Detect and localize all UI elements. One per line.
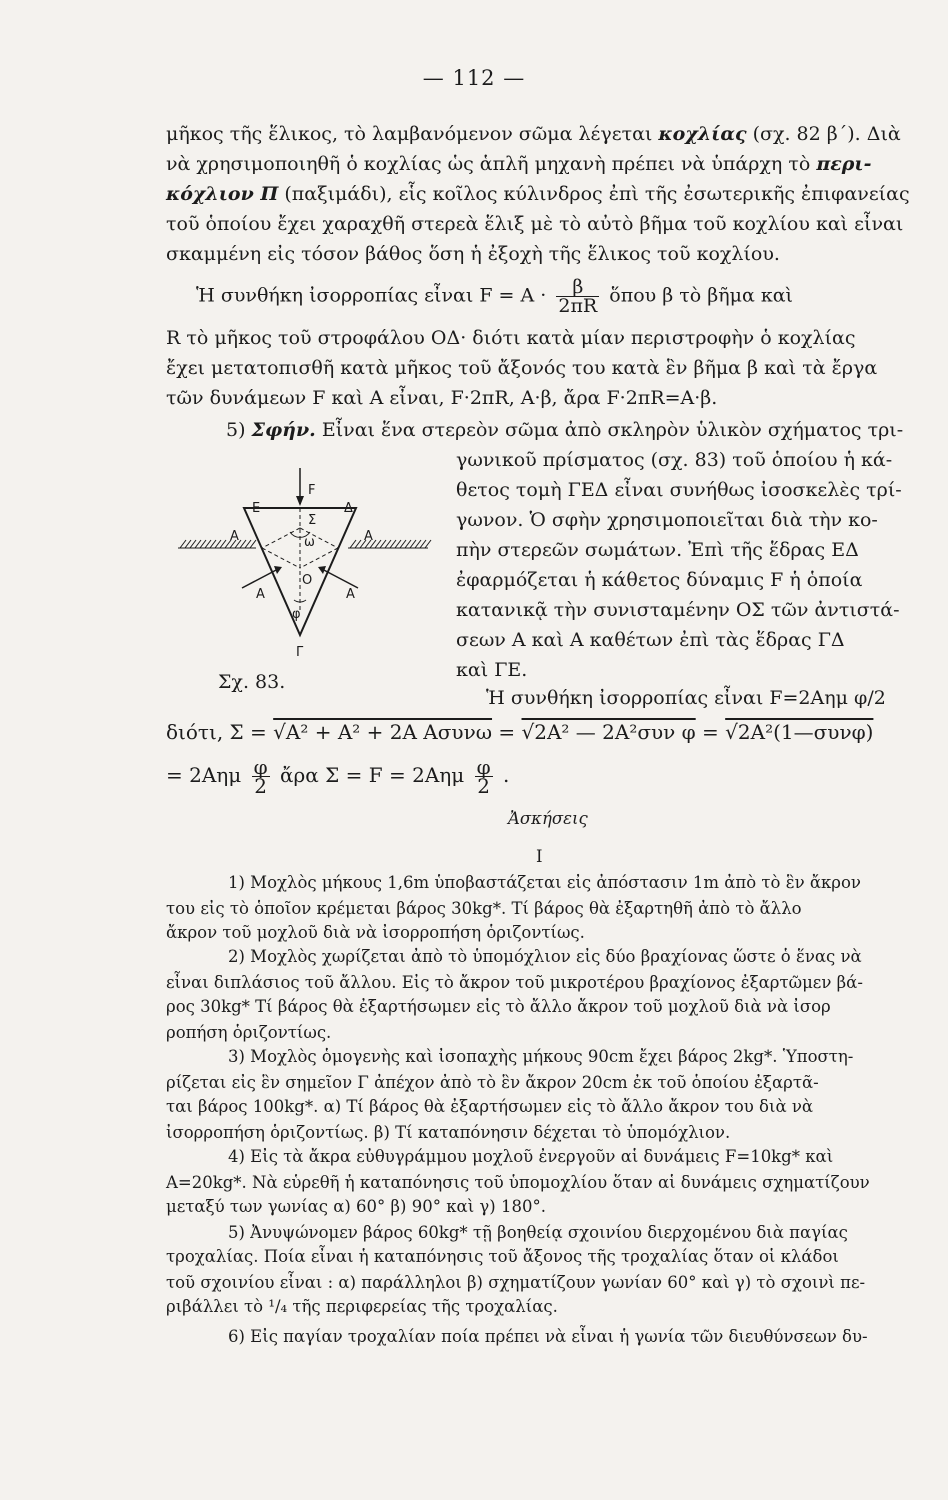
- label-E: E: [252, 501, 261, 516]
- exercise-line: ἰσορροπήση ὁριζοντίως. β) Τί καταπόνησιν δέχεται τὸ ὑπομόχλιον.: [166, 1123, 731, 1142]
- label-Gamma: Γ: [296, 645, 304, 660]
- label-A2: A: [364, 529, 373, 544]
- exercise-line: του εἰς τὸ ὁποῖον κρέμεται βάρος 30kg*. Τί βάρος θὰ ἐξαρτηθῆ ἀπὸ τὸ ἄλλο: [166, 899, 802, 918]
- exercise-line: ἄκρον τοῦ μοχλοῦ διὰ νὰ ἰσορροπήση ὁριζοντίως.: [166, 923, 585, 942]
- exercise-line: A=20kg*. Νὰ εὑρεθῆ ἡ καταπόνησις τοῦ ὑπομοχλίου ὅταν αἱ δυνάμεις σχηματίζουν: [166, 1173, 870, 1192]
- text-line: νὰ χρησιμοποιηθῆ ὁ κοχλίας ὡς ἁπλῆ μηχανὴ πρέπει νὰ ὑπάρχη τὸ περι-: [166, 153, 872, 175]
- exercise-line: ριβάλλει τὸ ¹/₄ τῆς περιφερείας τῆς τροχαλίας.: [166, 1297, 558, 1316]
- label-O: O: [302, 573, 313, 588]
- exercises-heading: Ἀσκήσεις: [508, 809, 588, 828]
- text-line: σεων A καὶ A καθέτων ἐπὶ τὰς ἕδρας ΓΔ: [456, 629, 845, 651]
- exercise-line: 6) Εἰς παγίαν τροχαλίαν ποία πρέπει νὰ εἶναι ἡ γωνία τῶν διευθύνσεων δυ-: [228, 1327, 868, 1346]
- term-perikochlion: περι-: [816, 153, 872, 175]
- equilibrium-condition-wedge: Ἡ συνθήκη ἰσορροπίας εἶναι F=2Aημ φ/2: [486, 687, 886, 709]
- text-line: γωνον. Ὁ σφὴν χρησιμοποιεῖται διὰ τὴν κο-: [456, 509, 878, 531]
- label-F: F: [308, 483, 316, 498]
- label-A1: A: [230, 529, 239, 544]
- label-Sigma: Σ: [308, 513, 317, 528]
- text-line: R τὸ μῆκος τοῦ στροφάλου ΟΔ· διότι κατὰ μίαν περιστροφὴν ὁ κοχλίας: [166, 327, 856, 349]
- exercises-section: I: [536, 847, 543, 866]
- text-line: σκαμμένη εἰς τόσον βάθος ὅση ἡ ἐξοχὴ τῆς ἕλικος τοῦ κοχλίου.: [166, 243, 780, 265]
- equation-result: = 2Aημ $\frac{\varphi}{2}$ ἄρα Σ = F = 2Aημ $\frac{\varphi}{2}$ .: [166, 755, 510, 798]
- text-line: ἔχει μετατοπισθῆ κατὰ μῆκος τοῦ ἄξονός του κατὰ ἓν βῆμα β καὶ τὰ ἔργα: [166, 357, 878, 379]
- exercise-line: ται βάρος 100kg*. α) Τί βάρος θὰ ἐξαρτήσωμεν εἰς τὸ ἄλλο ἄκρον του διὰ νὰ: [166, 1097, 814, 1116]
- wedge-figure: [178, 460, 448, 695]
- text-line: καὶ ΓΕ.: [456, 659, 528, 681]
- text-line: κατανικᾷ τὴν συνισταμένην ΟΣ τῶν ἀντιστά-: [456, 599, 900, 621]
- label-phi: φ: [292, 607, 301, 622]
- text-line: πὴν στερεῶν σωμάτων. Ἐπὶ τῆς ἕδρας ΕΔ: [456, 539, 859, 561]
- label-A3: A: [256, 587, 265, 602]
- text-line: τοῦ ὁποίου ἔχει χαραχθῆ στερεὰ ἕλιξ μὲ τὸ αὐτὸ βῆμα τοῦ κοχλίου καὶ εἶναι: [166, 213, 904, 235]
- exercise-line: 3) Μοχλὸς ὁμογενὴς καὶ ἰσοπαχὴς μήκους 90cm ἔχει βάρος 2kg*. Ὑποστη-: [228, 1047, 854, 1066]
- text-line: θετος τομὴ ΓΕΔ εἶναι συνήθως ἰσοσκελὲς τρί-: [456, 479, 902, 501]
- exercise-line: μεταξύ των γωνίας α) 60° β) 90° καὶ γ) 180°.: [166, 1197, 546, 1216]
- text-line: 5) Σφήν. Εἶναι ἕνα στερεὸν σῶμα ἀπὸ σκληρὸν ὑλικὸν σχήματος τρι-: [226, 419, 904, 441]
- equation-sigma: διότι, Σ = √A² + A² + 2A Aσυνω = √2A² — 2A²συν φ = √2A²(1—συνφ): [166, 720, 874, 744]
- figure-caption: Σχ. 83.: [218, 671, 286, 693]
- exercise-line: 5) Ἀνυψώνομεν βάρος 60kg* τῇ βοηθείᾳ σχοινίου διερχομένου διὰ παγίας: [228, 1223, 848, 1242]
- fraction: $\frac{\beta}{2\pi R}$: [558, 276, 598, 317]
- label-omega: ω: [304, 535, 315, 550]
- text-line: ἐφαρμόζεται ἡ κάθετος δύναμις F ἡ ὁποία: [456, 569, 863, 591]
- exercise-line: τοῦ σχοινίου εἶναι : α) παράλληλοι β) σχηματίζουν γωνίαν 60° καὶ γ) τὸ σχοινὶ πε-: [166, 1273, 866, 1292]
- wedge-diagram: [178, 460, 448, 695]
- exercise-line: 2) Μοχλὸς χωρίζεται ἀπὸ τὸ ὑπομόχλιον εἰς δύο βραχίονας ὥστε ὁ ἕνας νὰ: [228, 947, 862, 966]
- term-kochlias: κοχλίας: [658, 123, 747, 145]
- exercise-line: ροπήση ὁριζοντίως.: [166, 1023, 332, 1042]
- exercise-line: τροχαλίας. Ποία εἶναι ἡ καταπόνησις τοῦ ἄξονος τῆς τροχαλίας ὅταν οἱ κλάδοι: [166, 1247, 839, 1266]
- exercise-line: 4) Εἰς τὰ ἄκρα εὐθυγράμμου μοχλοῦ ἐνεργοῦν αἱ δυνάμεις F=10kg* καὶ: [228, 1147, 834, 1166]
- exercise-line: ρος 30kg* Τί βάρος θὰ ἐξαρτήσωμεν εἰς τὸ ἄλλο ἄκρον τοῦ μοχλοῦ διὰ νὰ ἰσορ: [166, 997, 831, 1016]
- term-sfin: Σφήν.: [251, 419, 316, 441]
- text-line: γωνικοῦ πρίσματος (σχ. 83) τοῦ ὁποίου ἡ κά-: [456, 449, 893, 471]
- label-A4: A: [346, 587, 355, 602]
- text-line: κόχλιον Π (παξιμάδι), εἷς κοῖλος κύλινδρος ἐπὶ τῆς ἐσωτερικῆς ἐπιφανείας: [166, 183, 910, 205]
- text-line: τῶν δυνάμεων F καὶ A εἶναι, F·2πR, A·β, ἄρα F·2πR=A·β.: [166, 387, 718, 409]
- label-Delta: Δ: [344, 501, 353, 516]
- text-line: μῆκος τῆς ἕλικος, τὸ λαμβανόμενον σῶμα λέγεται κοχλίας (σχ. 82 β΄). Διὰ: [166, 123, 901, 145]
- exercise-line: εἶναι διπλάσιος τοῦ ἄλλου. Εἰς τὸ ἄκρον τοῦ μικροτέρου βραχίονος ἐξαρτῶμεν βά-: [166, 973, 863, 992]
- page-number: — 112 —: [422, 66, 526, 90]
- equilibrium-condition-screw: Ἡ συνθήκη ἰσορροπίας εἶναι F = A · $\frac{\beta}{2\pi R}$ ὅπου β τὸ βῆμα καὶ: [196, 276, 794, 317]
- exercise-line: 1) Μοχλὸς μήκους 1,6m ὑποβαστάζεται εἰς ἀπόστασιν 1m ἀπὸ τὸ ἓν ἄκρον: [228, 873, 861, 892]
- exercise-line: ρίζεται εἰς ἓν σημεῖον Γ ἀπέχον ἀπὸ τὸ ἓν ἄκρον 20cm ἐκ τοῦ ὁποίου ἐξαρτᾶ-: [166, 1073, 819, 1092]
